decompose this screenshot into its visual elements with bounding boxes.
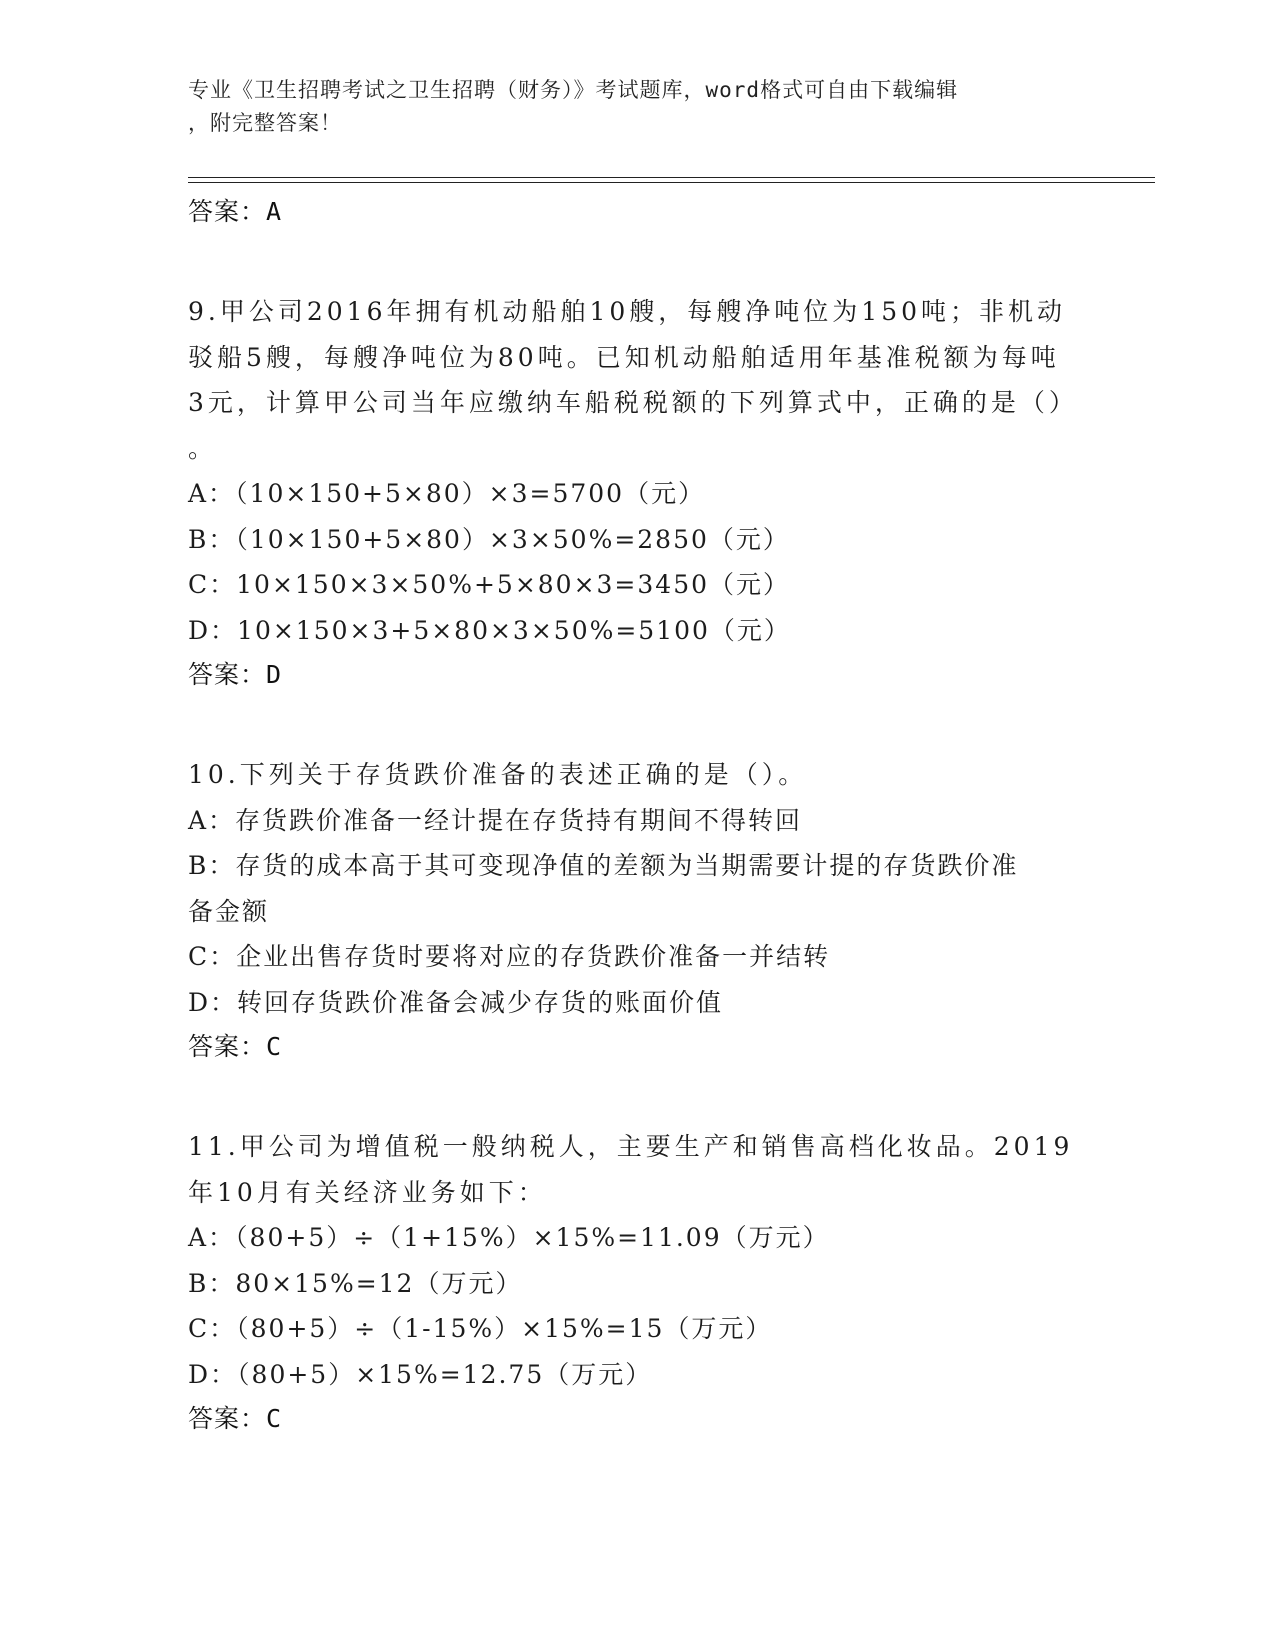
option-c: C：10×150×3×50%+5×80×3=3450（元）: [188, 570, 791, 599]
page-header: [188, 74, 1068, 140]
option-b-continued: 备金额: [188, 896, 270, 926]
question-text-line: 3元，计算甲公司当年应缴纳车船税税额的下列算式中，正确的是（）: [188, 388, 1078, 417]
spacer: [188, 697, 1088, 752]
header-line-1: 专业《卫生招聘考试之卫生招聘（财务）》考试题库，word格式可自由下载编辑: [188, 78, 959, 102]
answer-line: 答案：C: [188, 1032, 283, 1061]
spacer: [188, 1069, 1088, 1124]
question-text-line: 驳船5艘，每艘净吨位为80吨。已知机动船舶适用年基准税额为每吨: [188, 342, 1060, 372]
option-a: A：（80+5）÷（1+15%）×15%=11.09（万元）: [188, 1223, 830, 1252]
answer-line: 答案：D: [188, 660, 283, 689]
option-c: C：（80+5）÷（1-15%）×15%=15（万元）: [188, 1314, 773, 1343]
question-text-line: 年10月有关经济业务如下：: [188, 1177, 547, 1207]
question-10: [188, 752, 1088, 1069]
question-11: [188, 1124, 1088, 1441]
header-line-2: ，附完整答案！: [188, 111, 342, 135]
option-d: D：（80+5）×15%=12.75（万元）: [188, 1359, 653, 1389]
question-text-line: 10.下列关于存货跌价准备的表述正确的是（）。: [188, 760, 808, 789]
spacer: [188, 234, 1088, 289]
option-d: D：10×150×3+5×80×3×50%=5100（元）: [188, 615, 791, 645]
option-b: B：80×15%=12（万元）: [188, 1268, 523, 1298]
question-text-line: 9.甲公司2016年拥有机动船舶10艘，每艘净吨位为150吨；非机动: [188, 297, 1067, 326]
option-b: B：存货的成本高于其可变现净值的差额为当期需要计提的存货跌价准: [188, 851, 1019, 880]
header-divider-top: [188, 177, 1155, 178]
question-9: [188, 289, 1088, 697]
option-b: B：（10×150+5×80）×3×50%=2850（元）: [188, 524, 790, 554]
question-list: [188, 190, 1088, 1441]
previous-answer: 答案：A: [188, 197, 283, 226]
question-text-line: 。: [188, 433, 218, 463]
header-divider-bottom: [188, 182, 1155, 183]
option-c: C：企业出售存货时要将对应的存货跌价准备一并结转: [188, 942, 831, 971]
option-a: A：（10×150+5×80）×3=5700（元）: [188, 479, 706, 508]
question-text-line: 11.甲公司为增值税一般纳税人，主要生产和销售高档化妆品。2019: [188, 1132, 1074, 1161]
option-a: A：存货跌价准备一经计提在存货持有期间不得转回: [188, 805, 803, 835]
option-d: D：转回存货跌价准备会减少存货的账面价值: [188, 987, 724, 1017]
answer-line: 答案：C: [188, 1404, 283, 1433]
